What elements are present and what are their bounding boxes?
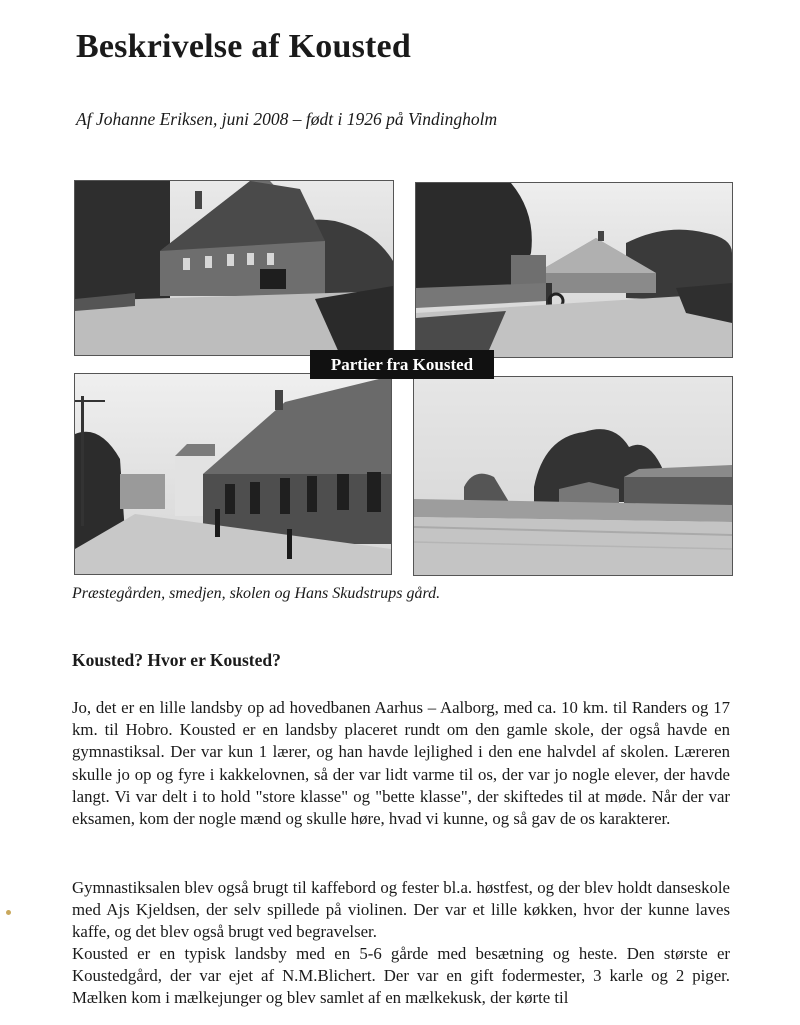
margin-speck: [6, 910, 11, 915]
photo-hans-skudstrups-gaard: [413, 376, 733, 576]
byline: Af Johanne Eriksen, juni 2008 – født i 1926 på Vindingholm: [76, 109, 498, 129]
photo-skolen: [74, 373, 392, 575]
page-title: Beskrivelse af Kousted: [76, 28, 411, 65]
paragraph: Gymnastiksalen blev også brugt til kaffebord og fester bl.a. høstfest, og der blev holdt danseskole med Ajs Kjeldsen, der selv spillede på violinen. Der var et lille køkken, hvor der kunne laves kaffe, og det blev også brugt ved begravelser.: [72, 878, 730, 942]
photo-caption: Præstegården, smedjen, skolen og Hans Skudstrups gård.: [72, 585, 441, 602]
photo-smedjen: [415, 182, 733, 358]
photo-overlay-label: Partier fra Kousted: [310, 350, 494, 379]
photo-praestegaarden: [74, 180, 394, 356]
paragraph: Kousted er en typisk landsby med en 5-6 gårde med besætning og heste. Den største er Koustedgård, der var ejet af N.M.Blichert. Der var en gift fodermester, 3 karle og 2 piger. Mælken kom i mælkejunger og blev samlet af en mælkekusk, der kørte til: [72, 944, 730, 1008]
section-heading: Kousted? Hvor er Kousted?: [72, 650, 281, 670]
paragraph: Jo, det er en lille landsby op ad hovedbanen Aarhus – Aalborg, med ca. 10 km. til Randers og 17 km. til Hobro. Kousted er en landsby placeret rundt om den gamle skole, der også havde en gymnastiksal. Der var kun 1 lærer, og han havde lejlighed i den ene halvdel af skolen. Læreren skulle jo op og fyre i kakkelovnen, så der var lidt varme til os, der var jo nogle elever, der havde langt. Vi var delt i to hold "store klasse" og "bette klasse", der skiftedes til at møde. Når der var eksamen, kom der nogle mænd og skulle høre, hvad vi kunne, og så gav de os karakterer.: [72, 698, 730, 829]
